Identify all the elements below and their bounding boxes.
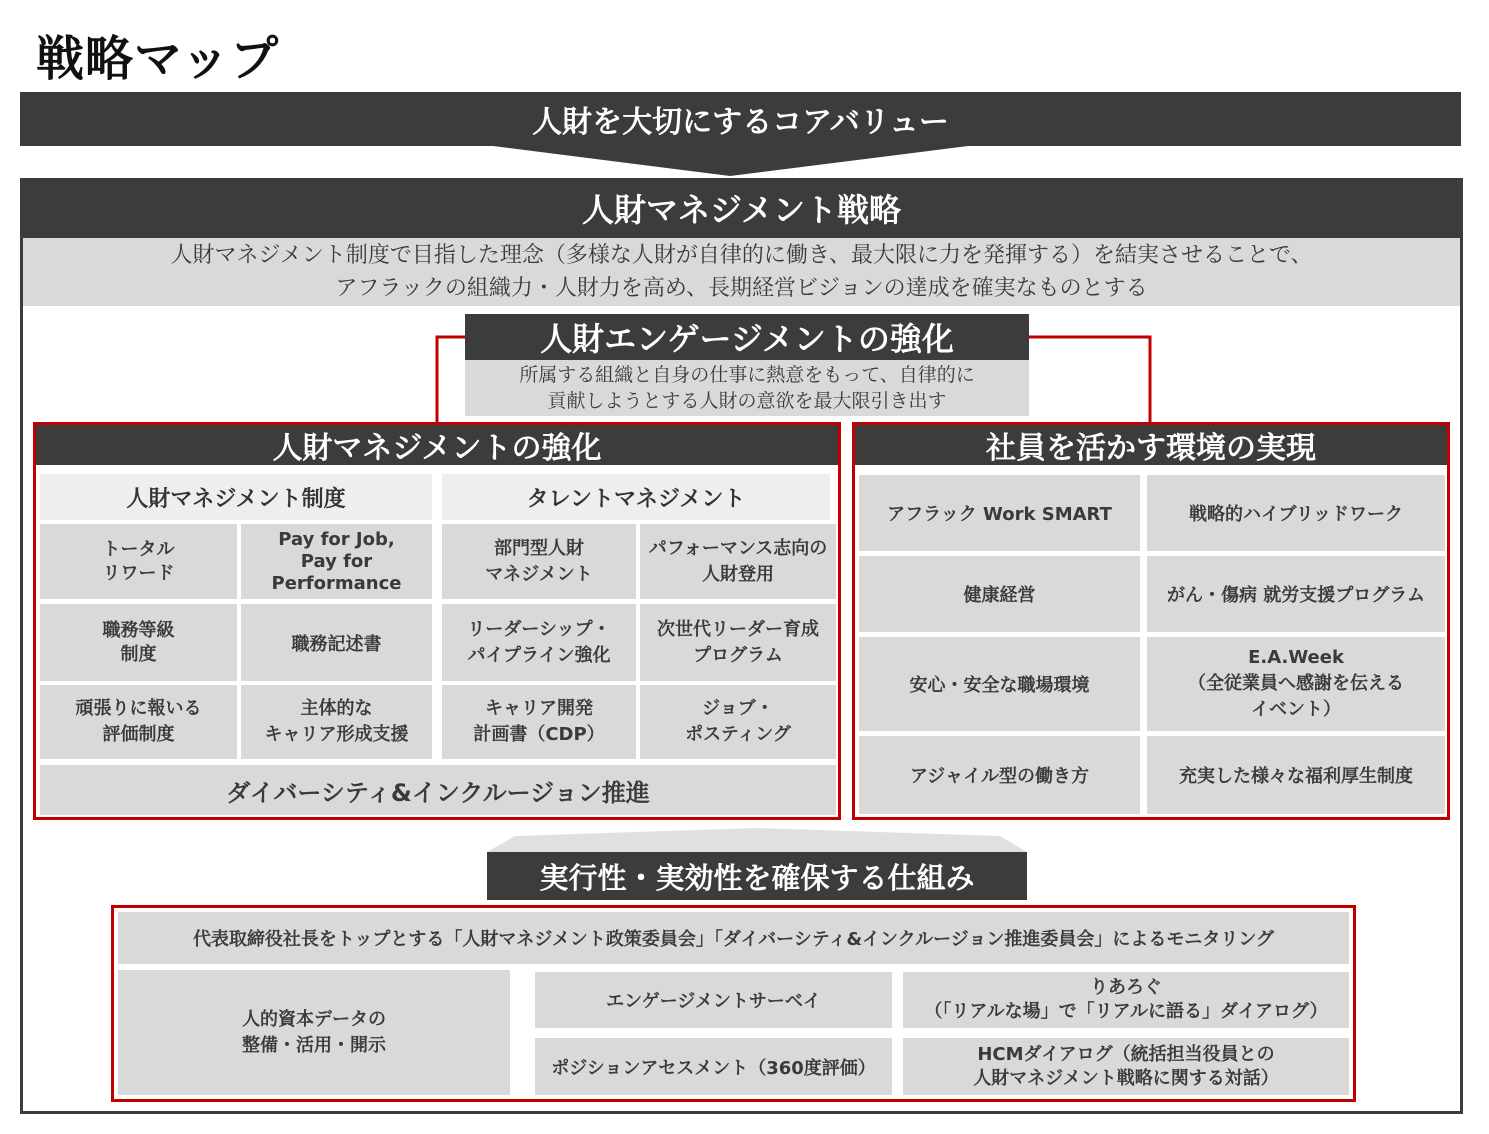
environment-item: 戦略的ハイブリッドワーク <box>1147 475 1445 551</box>
environment-item: アジャイル型の働き方 <box>859 736 1140 814</box>
environment-heading: 社員を活かす環境の実現 <box>855 425 1447 465</box>
strategy-heading: 人財マネジメント戦略 <box>20 178 1463 238</box>
page-title: 戦略マップ <box>36 31 280 87</box>
hcm-dialogue-item: HCMダイアログ（統括担当役員との 人財マネジメント戦略に関する対話） <box>903 1038 1349 1095</box>
talent-item: 部門型人財 マネジメント <box>442 524 636 599</box>
environment-item: 充実した様々な福利厚生制度 <box>1147 736 1445 814</box>
system-item: 主体的な キャリア形成支援 <box>241 685 432 759</box>
talent-item: ジョブ・ ポスティング <box>640 685 836 759</box>
hc-data-item: 人的資本データの 整備・活用・開示 <box>118 970 510 1095</box>
talent-item: パフォーマンス志向の 人財登用 <box>640 524 836 599</box>
talent-item: 次世代リーダー育成 プログラム <box>640 604 836 681</box>
core-value-banner: 人財を大切にするコアバリュー <box>20 92 1461 146</box>
talent-heading: タレントマネジメント <box>442 474 830 520</box>
monitoring-bar: 代表取締役社長をトップとする「人財マネジメント政策委員会」「ダイバーシティ&インクルージョン推進委員会」によるモニタリング <box>118 912 1349 964</box>
system-item: 職務等級 制度 <box>40 604 237 681</box>
environment-item: 安心・安全な職場環境 <box>859 637 1140 731</box>
talent-item: キャリア開発 計画書（CDP） <box>442 685 636 759</box>
system-item: Pay for Job, Pay for Performance <box>241 524 432 599</box>
talent-item: リーダーシップ・ パイプライン強化 <box>442 604 636 681</box>
diversity-bar: ダイバーシティ&インクルージョン推進 <box>40 765 836 815</box>
environment-item: がん・傷病 就労支援プログラム <box>1147 556 1445 632</box>
system-item: 職務記述書 <box>241 604 432 681</box>
assessment-item: ポジションアセスメント（360度評価） <box>535 1038 892 1095</box>
system-item: トータル リワード <box>40 524 237 599</box>
system-item: 頑張りに報いる 評価制度 <box>40 685 237 759</box>
engagement-description: 所属する組織と自身の仕事に熱意をもって、自律的に 貢献しようとする人財の意欲を最大限引き出す <box>465 360 1029 416</box>
system-heading: 人財マネジメント制度 <box>40 474 432 520</box>
survey-item: エンゲージメントサーベイ <box>535 972 892 1028</box>
dialogue-item: りあろぐ （「リアルな場」で「リアルに語る」ダイアログ） <box>903 972 1349 1028</box>
environment-item: 健康経営 <box>859 556 1140 632</box>
strategy-description: 人財マネジメント制度で目指した理念（多様な人財が自律的に働き、最大限に力を発揮する）を結実させることで、 アフラックの組織力・人財力を高め、長期経営ビジョンの達成を確実なものとする <box>23 238 1460 306</box>
hr-management-heading: 人財マネジメントの強化 <box>36 425 838 465</box>
engagement-heading: 人財エンゲージメントの強化 <box>465 314 1029 360</box>
environment-item: E.A.Week （全従業員へ感謝を伝える イベント） <box>1147 637 1445 731</box>
execution-heading: 実行性・実効性を確保する仕組み <box>487 852 1027 900</box>
environment-item: アフラック Work SMART <box>859 475 1140 551</box>
